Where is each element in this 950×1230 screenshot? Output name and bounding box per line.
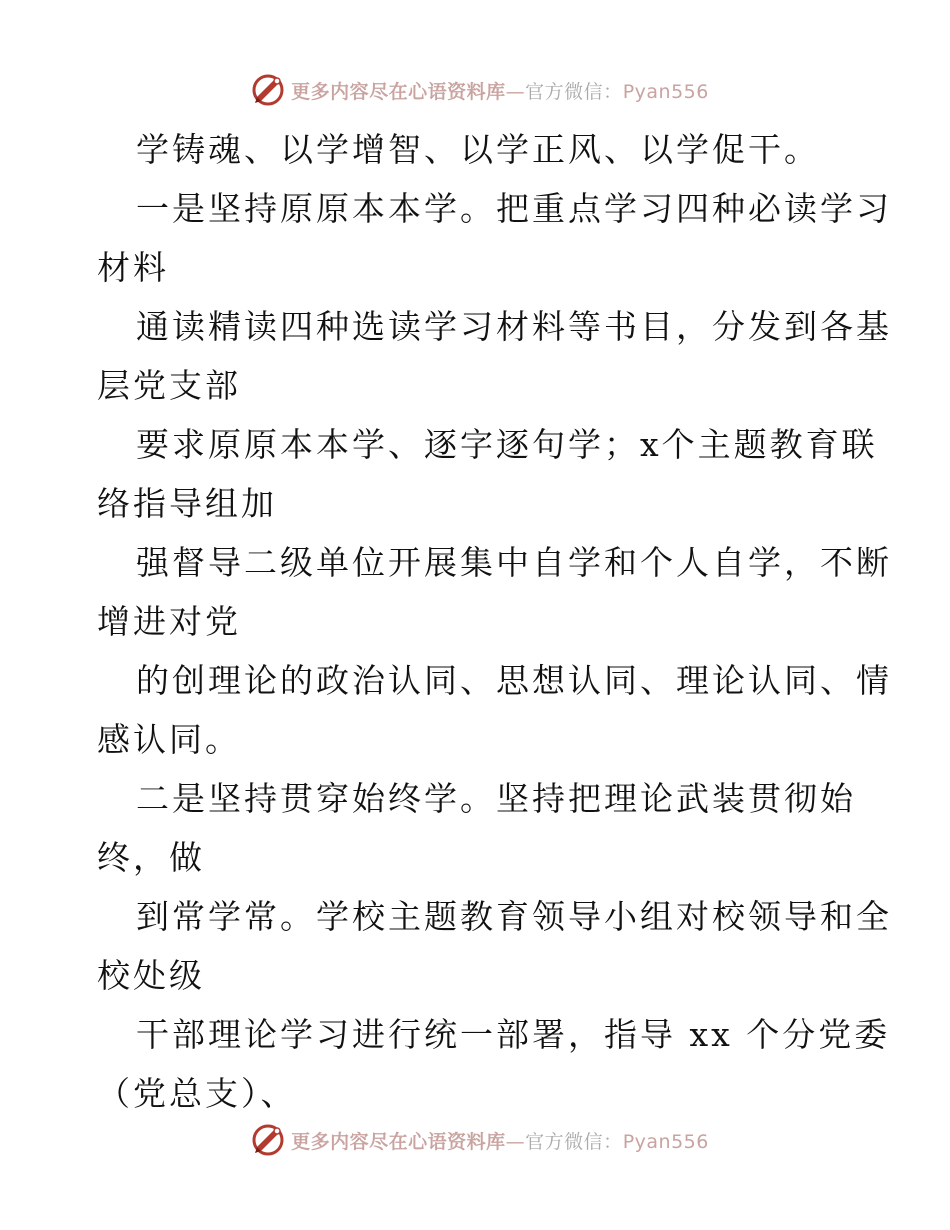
header-wechat-id: Pyan556 bbox=[622, 80, 709, 103]
pen-logo-icon bbox=[251, 1123, 285, 1157]
body-text-line: 强督导二级单位开展集中自学和个人自学，不断 bbox=[136, 543, 892, 582]
body-text-line: 二是坚持贯穿始终学。坚持把理论武装贯彻始 bbox=[136, 779, 856, 818]
footer-wechat-id: Pyan556 bbox=[622, 1130, 709, 1153]
footer-separator: — bbox=[505, 1130, 526, 1153]
header-separator: — bbox=[505, 80, 526, 103]
body-text-line: 校处级 bbox=[97, 956, 205, 995]
footer-main-text: 更多内容尽在心语资料库 bbox=[291, 1130, 506, 1153]
body-text-line: 络指导组加 bbox=[97, 484, 277, 523]
body-text-line: 要求原原本本学、逐字逐句学；x个主题教育联 bbox=[136, 425, 878, 464]
body-text-line: 学铸魂、以学增智、以学正风、以学促干。 bbox=[136, 130, 820, 169]
header-main-text: 更多内容尽在心语资料库 bbox=[291, 80, 506, 103]
body-text-line: 到常学常。学校主题教育领导小组对校领导和全 bbox=[136, 897, 892, 936]
body-text-line: 层党支部 bbox=[97, 366, 241, 405]
document-body bbox=[97, 120, 892, 1123]
body-text-line: （党总支）、 bbox=[97, 1074, 297, 1113]
body-text-line: 干部理论学习进行统一部署，指导 xx 个分党委 bbox=[136, 1015, 891, 1054]
body-text-line: 终，做 bbox=[97, 838, 205, 877]
header-wechat-label: 官方微信： bbox=[525, 80, 623, 103]
body-text-line: 材料 bbox=[97, 248, 169, 287]
body-text-line: 通读精读四种选读学习材料等书目，分发到各基 bbox=[136, 307, 892, 346]
body-text-line: 的创理论的政治认同、思想认同、理论认同、情 bbox=[136, 661, 892, 700]
body-text-line: 一是坚持原原本本学。把重点学习四种必读学习 bbox=[136, 189, 892, 228]
footer-wechat-label: 官方微信： bbox=[525, 1130, 623, 1153]
body-text-line: 增进对党 bbox=[97, 602, 241, 641]
footer-banner-text bbox=[291, 1127, 709, 1154]
pen-logo-icon bbox=[251, 73, 285, 107]
header-banner-text bbox=[291, 77, 709, 104]
header-watermark-banner bbox=[0, 70, 950, 110]
body-text-line: 感认同。 bbox=[97, 720, 241, 759]
footer-watermark-banner bbox=[0, 1120, 950, 1160]
